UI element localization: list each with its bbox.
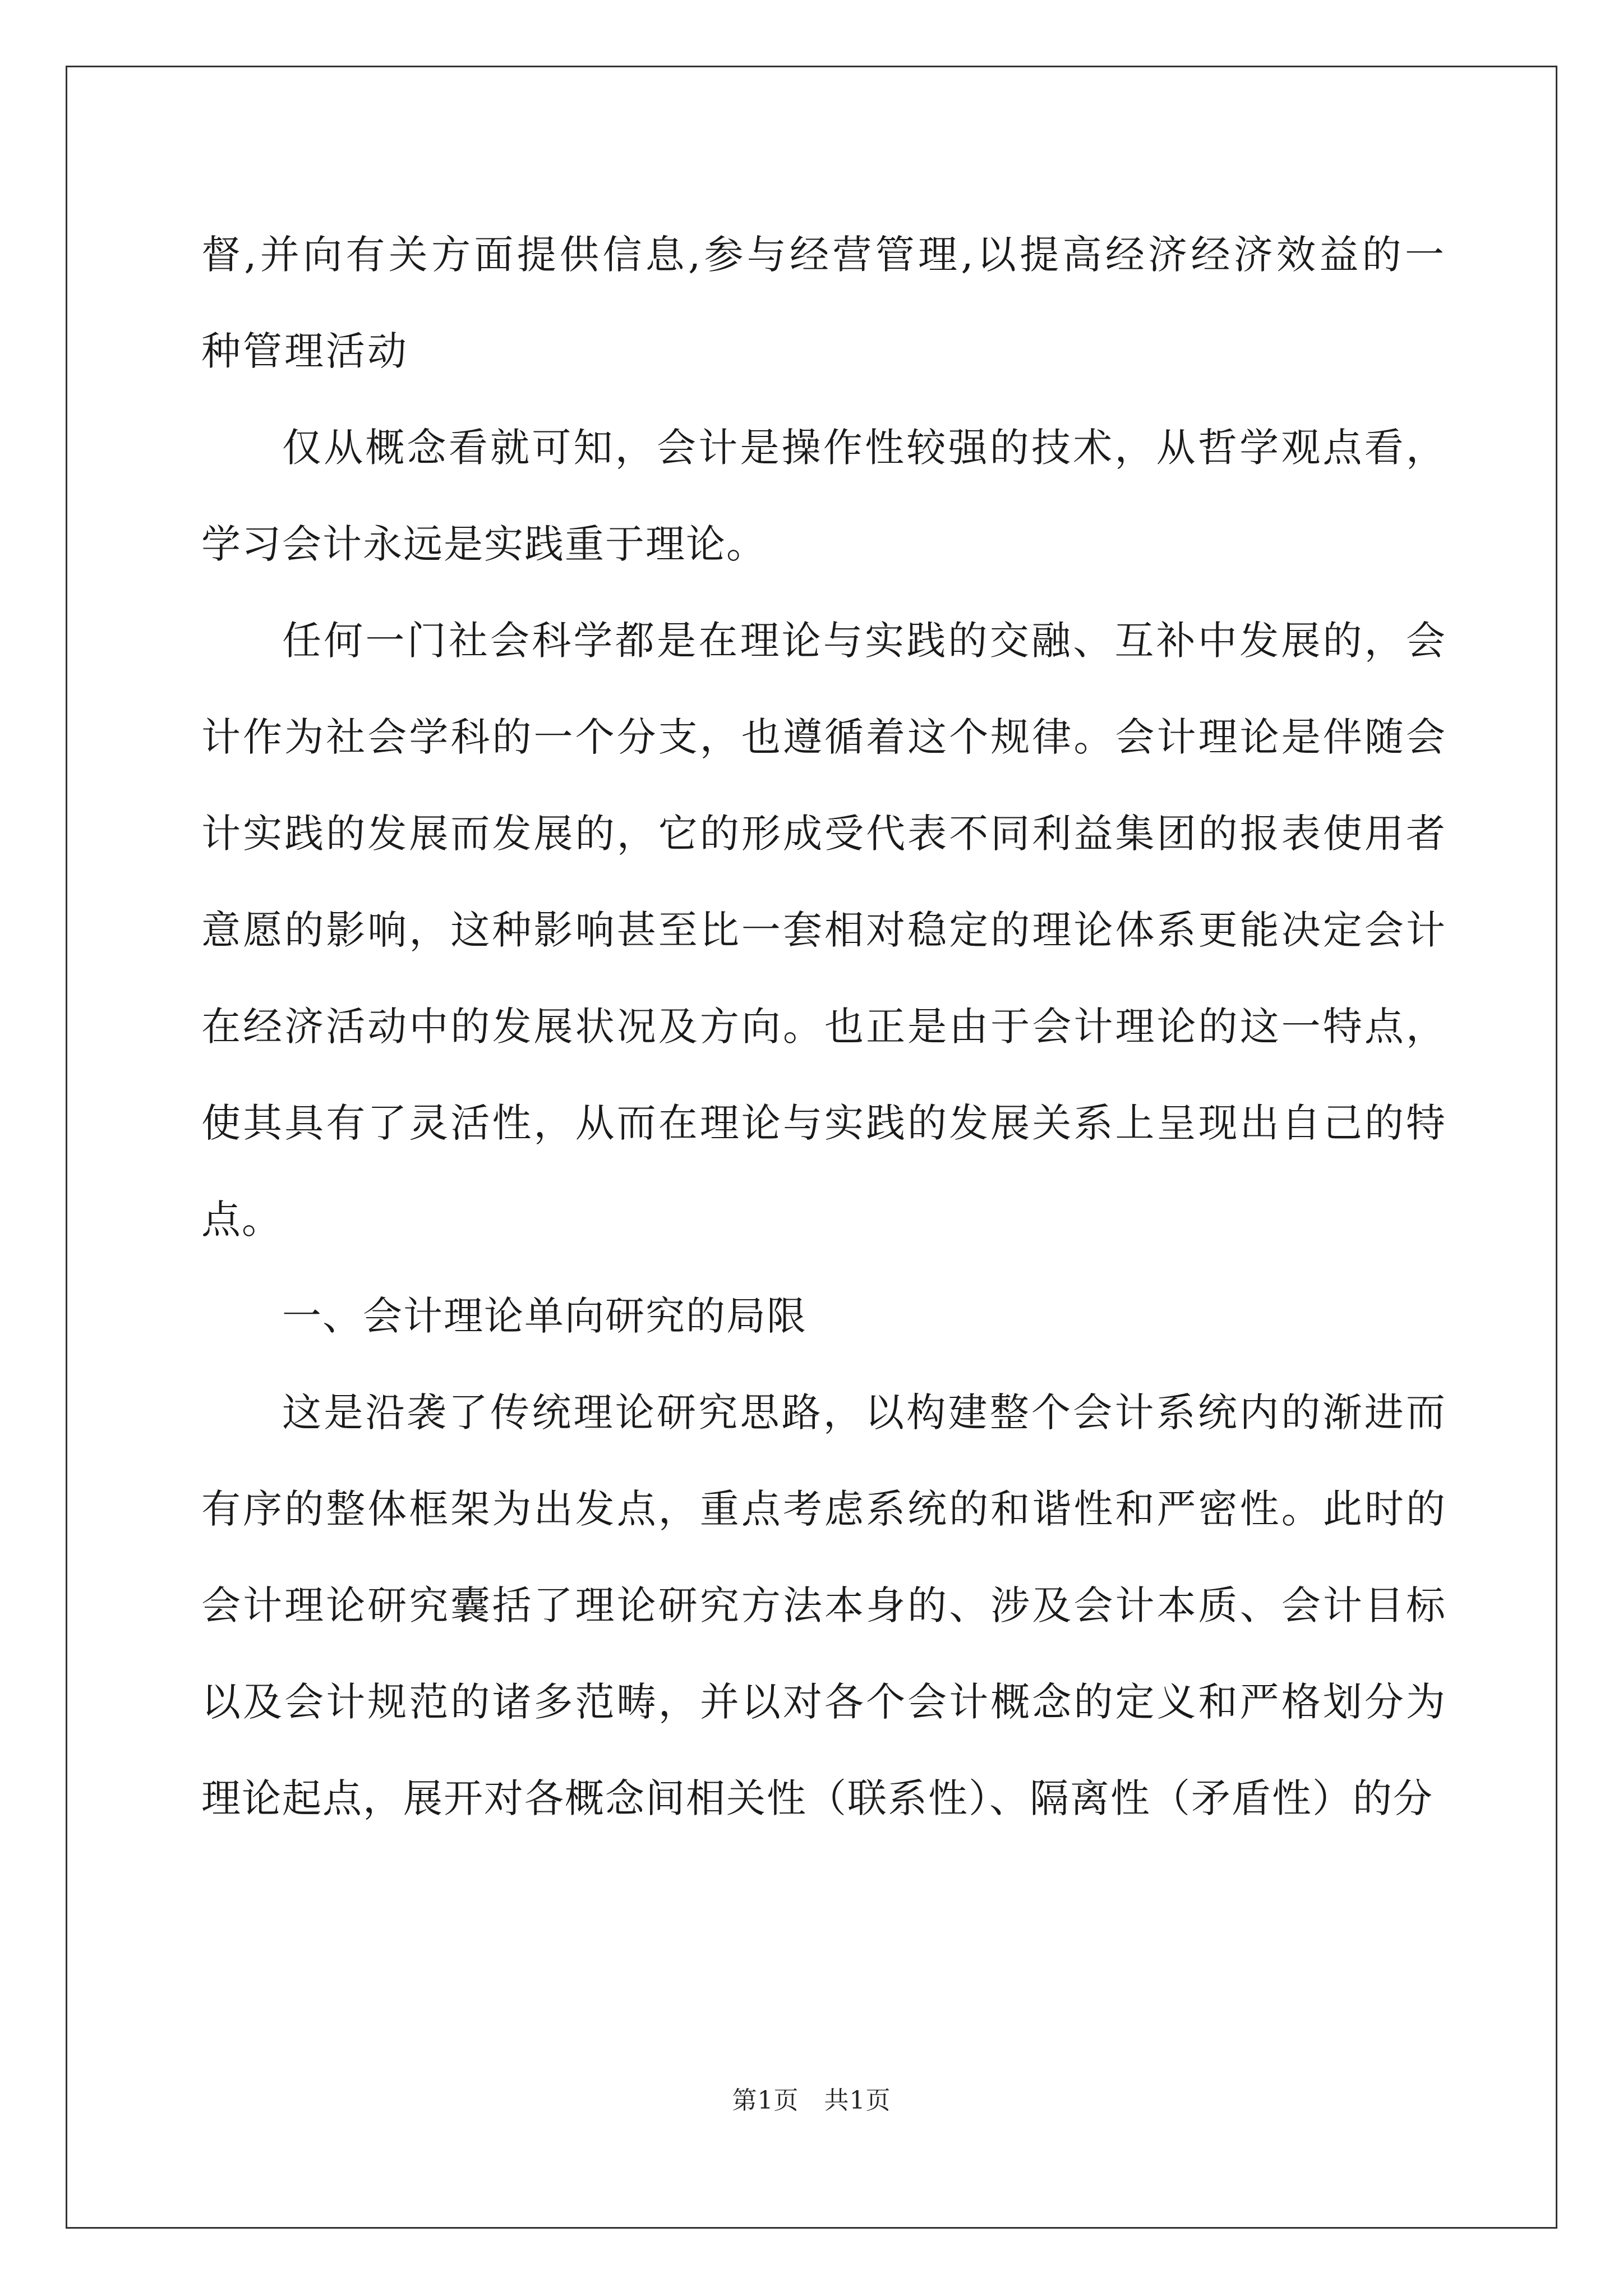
paragraph-continuation: 督,并向有关方面提供信息,参与经营管理,以提高经济经济效益的一种管理活动 — [201, 232, 1446, 374]
paragraph-traditional-research: 这是沿袭了传统理论研究思路，以构建整个会计系统内的渐进而有序的整体框架为出发点，重点考虑系统的和谐性和严密性。此时的会计理论研究囊括了理论研究方法本身的、涉及会计本质、会计目标以及会计规范的诸多范畴，并以对各个会计概念的定义和严格划分为理论起点，展开对各概念间相关性（联系性）、隔离性（矛盾性）的分 — [201, 1389, 1446, 1821]
document-body — [201, 206, 1446, 1847]
section-heading: 一、会计理论单向研究的局限 — [282, 1293, 807, 1339]
page-footer: 第1页 共1页 — [732, 2086, 891, 2115]
paragraph-concept: 仅从概念看就可知，会计是操作性较强的技术，从哲学观点看，学习会计永远是实践重于理论。 — [201, 425, 1446, 567]
paragraph-theory-practice: 任何一门社会科学都是在理论与实践的交融、互补中发展的，会计作为社会学科的一个分支，也遵循着这个规律。会计理论是伴随会计实践的发展而发展的，它的形成受代表不同利益集团的报表使用者意愿的影响，这种影响甚至比一套相对稳定的理论体系更能决定会计在经济活动中的发展状况及方向。也正是由于会计理论的这一特点，使其具有了灵活性，从而在理论与实践的发展关系上呈现出自己的特点。 — [201, 618, 1446, 1243]
